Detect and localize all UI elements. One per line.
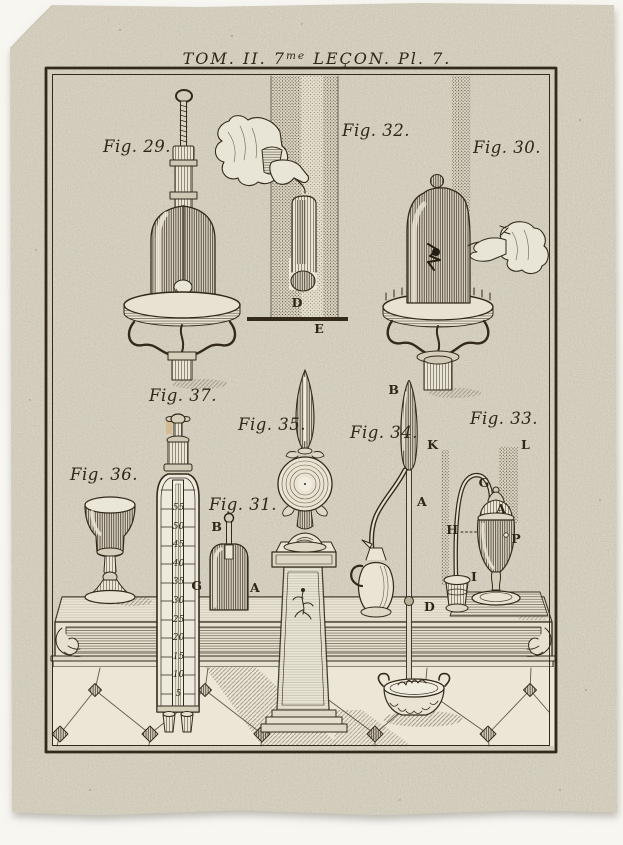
fig31-label-B: B [211, 519, 222, 534]
fig33-label-I: I [471, 569, 477, 584]
fig37-label: Fig. 37. [149, 386, 218, 405]
fig32-label: Fig. 32. [342, 121, 411, 140]
fig34-label: Fig. 34. [350, 423, 419, 442]
fig33-label-L: L [521, 437, 530, 452]
scale-35: 35 [172, 577, 185, 587]
small-pot [444, 576, 470, 613]
fig29-label: Fig. 29. [103, 137, 172, 156]
mercury-ball [291, 271, 315, 291]
fig33-label-H: H [446, 522, 458, 537]
fig33-label-K: K [427, 437, 438, 452]
fig33-label-P: P [511, 531, 521, 546]
scale-40: 40 [172, 559, 185, 569]
scale-30: 30 [172, 596, 185, 606]
scale-5: 5 [175, 689, 182, 699]
fig30-label: Fig. 30. [473, 138, 542, 157]
fig33-label-G: G [478, 475, 490, 490]
fig33-label: Fig. 33. [470, 409, 539, 428]
scale-50: 50 [172, 522, 185, 532]
scale-15: 15 [172, 652, 185, 662]
fig35-label: Fig. 35. [238, 415, 307, 434]
scale-45: 45 [172, 540, 185, 550]
base-line [247, 317, 348, 321]
scale-20: 20 [172, 633, 185, 643]
fig36-label: Fig. 36. [70, 465, 139, 484]
fig31-label-G: G [191, 578, 202, 593]
fig34-label-A: A [417, 494, 427, 509]
scale-55: 55 [172, 503, 185, 513]
plate-title: TOM. II. $7^{me}$ LEÇON. Pl. 7. [182, 49, 452, 68]
fig32-label-E: E [314, 321, 324, 336]
fig33-label-A: A [496, 501, 506, 516]
fig34-label-B: B [388, 382, 399, 397]
fig31-label-A: A [250, 580, 260, 595]
scale-10: 10 [172, 670, 185, 680]
fig32-label-D: D [291, 295, 303, 310]
fig34-label-D: D [424, 599, 435, 614]
fig31-label: Fig. 31. [209, 495, 278, 514]
scale-25: 25 [172, 615, 185, 625]
